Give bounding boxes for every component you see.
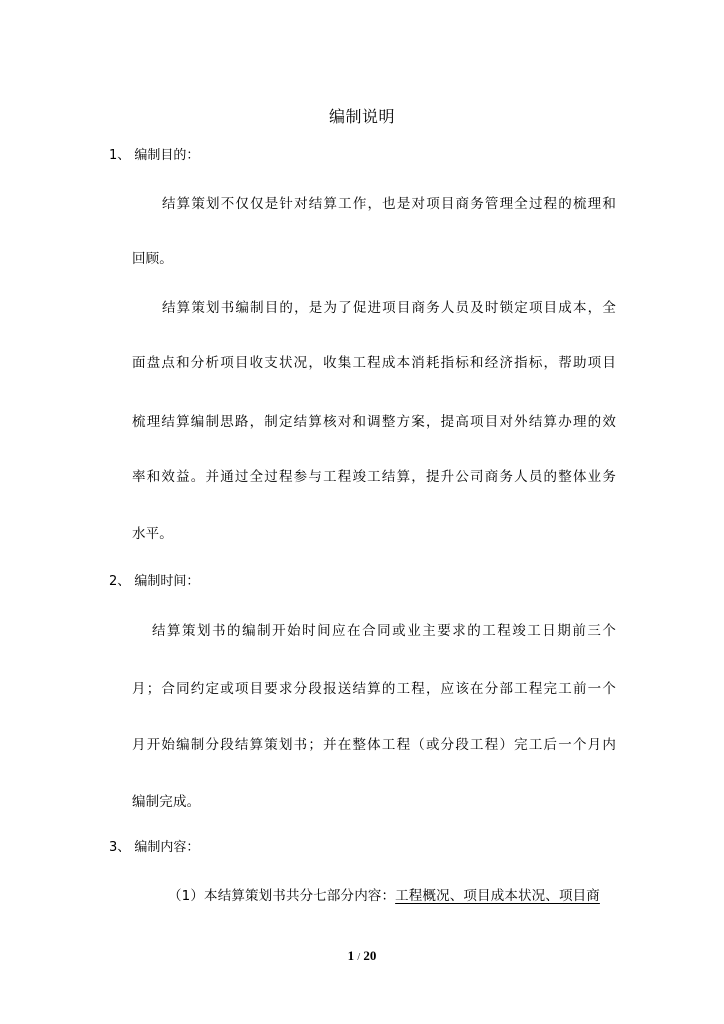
paragraph-line: 编制完成。	[132, 794, 201, 810]
paragraph-line: 结算策划书的编制开始时间应在合同或业主要求的工程竣工日期前三个	[152, 623, 616, 639]
section-heading-time: 2、 编制时间：	[109, 574, 200, 589]
section-heading-purpose: 1、 编制目的：	[109, 148, 200, 163]
paragraph-line: 面盘点和分析项目收支状况，收集工程成本消耗指标和经济指标，帮助项目	[132, 355, 616, 371]
content-list-prefix: （1）本结算策划书共分七部分内容：	[168, 888, 396, 904]
page-number	[0, 948, 724, 964]
paragraph-line: 月；合同约定或项目要求分段报送结算的工程，应该在分部工程完工前一个	[132, 681, 616, 697]
paragraph-line	[168, 884, 616, 904]
paragraph-line: 梳理结算编制思路，制定结算核对和调整方案，提高项目对外结算办理的效	[132, 414, 616, 430]
section-heading-content: 3、 编制内容：	[109, 840, 200, 855]
paragraph-line: 回顾。	[132, 251, 173, 267]
page-title: 编制说明	[328, 107, 395, 126]
paragraph-line: 水平。	[132, 526, 173, 542]
paragraph-line: 月开始编制分段结算策划书；并在整体工程（或分段工程）完工后一个月内	[132, 737, 616, 753]
current-page: 1	[347, 948, 355, 963]
paragraph-line: 结算策划书编制目的，是为了促进项目商务人员及时锁定项目成本，全	[162, 300, 616, 316]
total-pages: 20	[363, 948, 377, 963]
page-separator: /	[357, 952, 361, 963]
content-list-underlined: 工程概况、项目成本状况、项目商	[395, 888, 600, 904]
paragraph-line: 结算策划不仅仅是针对结算工作，也是对项目商务管理全过程的梳理和	[162, 196, 616, 212]
paragraph-line: 率和效益。并通过全过程参与工程竣工结算，提升公司商务人员的整体业务	[132, 469, 616, 485]
